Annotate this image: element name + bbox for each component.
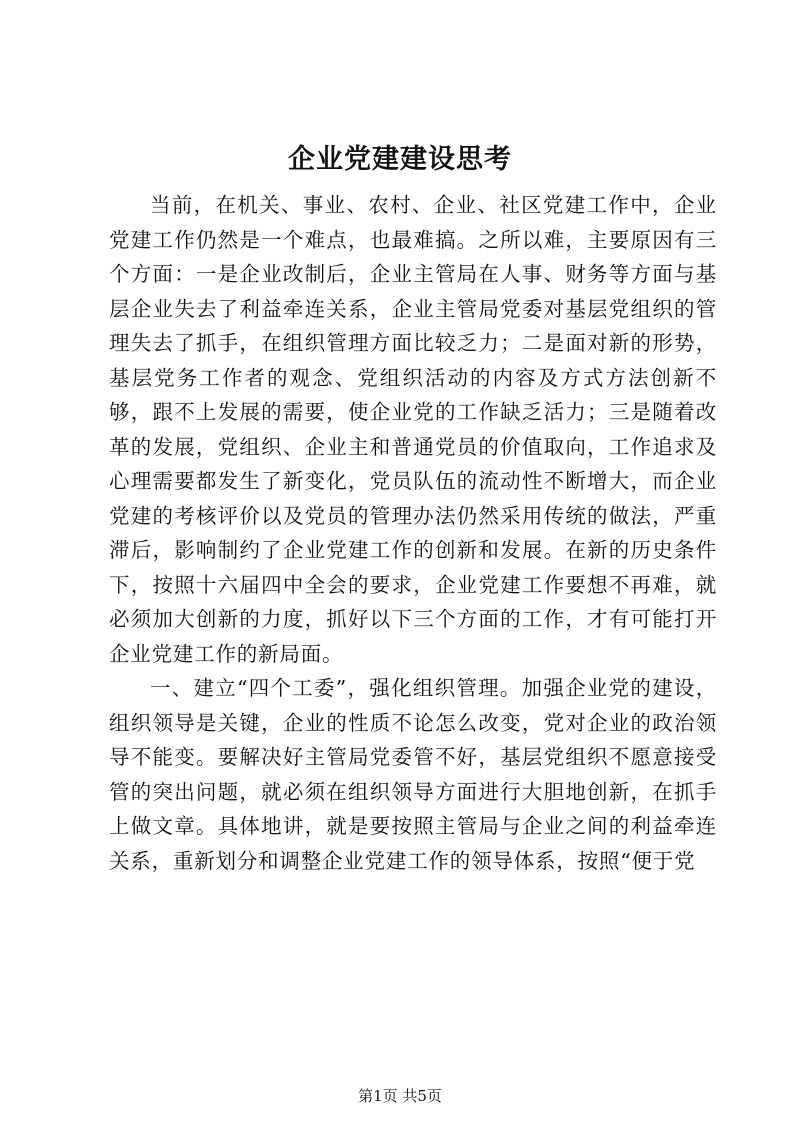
paragraph-intro: 当前，在机关、事业、农村、企业、社区党建工作中，企业党建工作仍然是一个难点，也最难搞。之所以难，主要原因有三个方面：一是企业改制后，企业主管局在人事、财务等方面与基层企业失去了利益牵连关系，企业主管局党委对基层党组织的管理失去了抓手，在组织管理方面比较乏力；二是面对新的形势，基层党务工作者的观念、党组织活动的内容及方式方法创新不够，跟不上发展的需要，使企业党的工作缺乏活力；三是随着改革的发展，党组织、企业主和普通党员的价值取向，工作追求及心理需要都发生了新变化，党员队伍的流动性不断增大，而企业党建的考核评价以及党员的管理办法仍然采用传统的做法，严重滞后，影响制约了企业党建工作的创新和发展。在新的历史条件下，按照十六届四中全会的要求，企业党建工作要想不再难，就必须加大创新的力度，抓好以下三个方面的工作，才有可能打开企业党建工作的新局面。 bbox=[109, 193, 717, 666]
paragraph-section-one: 一、建立“四个工委”，强化组织管理。加强企业党的建设，组织领导是关键，企业的性质不论怎么改变，党对企业的政治领导不能变。要解决好主管局党委管不好，基层党组织不愿意接受管的突出问题，就必须在组织领导方面进行大胆地创新，在抓手上做文章。具体地讲，就是要按照主管局与企业之间的利益牵连关系，重新划分和调整企业党建工作的领导体系，按照“便于党 bbox=[109, 676, 717, 873]
document-body bbox=[109, 188, 717, 878]
page-footer: 第1页 共5页 bbox=[358, 1087, 442, 1105]
document-title: 企业党建建设思考 bbox=[288, 144, 512, 175]
